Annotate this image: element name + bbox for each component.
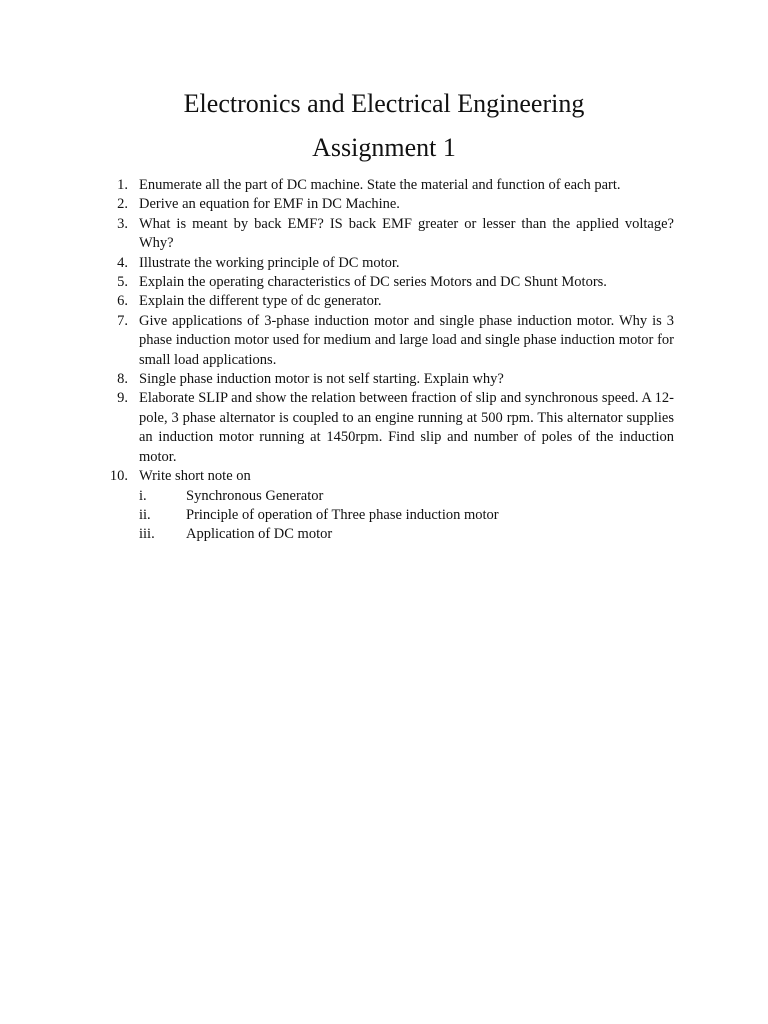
question-text: Single phase induction motor is not self starting. Explain why? — [139, 371, 504, 388]
question-text: Derive an equation for EMF in DC Machine. — [139, 196, 400, 213]
question-item — [106, 292, 674, 311]
subitem — [139, 506, 674, 525]
question-item — [106, 254, 674, 273]
question-item — [106, 370, 674, 389]
subitem — [139, 525, 674, 544]
subitem-number: iii. — [139, 526, 155, 543]
assignment-title: Assignment 1 — [312, 133, 456, 162]
question-text — [139, 467, 674, 545]
question-number: 10. — [109, 468, 128, 485]
question-number: 7. — [117, 312, 128, 329]
subitem-text: Synchronous Generator — [186, 487, 324, 504]
question-item — [106, 273, 674, 292]
question-text: What is meant by back EMF? IS back EMF greater or lesser than the applied voltage? Why? — [139, 215, 674, 252]
question-list — [106, 176, 674, 545]
subitem — [139, 487, 674, 506]
subitem-number: ii. — [139, 506, 151, 523]
question-text: Explain the operating characteristics of DC series Motors and DC Shunt Motors. — [139, 274, 607, 291]
question-item — [106, 467, 674, 545]
question-number: 8. — [117, 371, 128, 388]
question-item — [106, 389, 674, 467]
question-text: Elaborate SLIP and show the relation between fraction of slip and synchronous speed. A 12-pole, 3 phase alternator is coupled to an engine running at 500 rpm. This alternator supplies an induction motor running at 1450rpm. Find slip and number of poles of the induction motor. — [139, 390, 674, 465]
subitem-text: Application of DC motor — [186, 526, 333, 543]
document-title: Electronics and Electrical Engineering — [183, 89, 585, 118]
subitem-list — [139, 487, 674, 545]
question-number: 9. — [117, 390, 128, 407]
question-item — [106, 215, 674, 254]
question-number: 2. — [117, 196, 128, 213]
question-number: 4. — [117, 254, 128, 271]
question-text: Give applications of 3-phase induction motor and single phase induction motor. Why is 3 phase induction motor used for medium and large load and single phase induction motor for small load applications. — [139, 312, 674, 368]
question-item — [106, 195, 674, 214]
question-text: Enumerate all the part of DC machine. State the material and function of each part. — [139, 177, 621, 193]
subitem-number: i. — [139, 487, 147, 504]
question-item — [106, 312, 674, 370]
subitem-text: Principle of operation of Three phase induction motor — [186, 506, 499, 523]
question-number: 5. — [117, 274, 128, 291]
question-text-label: Write short note on — [139, 468, 251, 485]
question-number: 1. — [117, 177, 128, 193]
question-item — [106, 176, 674, 195]
question-text: Illustrate the working principle of DC motor. — [139, 254, 400, 271]
question-number: 6. — [117, 293, 128, 310]
question-text: Explain the different type of dc generator. — [139, 293, 382, 310]
question-number: 3. — [117, 215, 128, 232]
